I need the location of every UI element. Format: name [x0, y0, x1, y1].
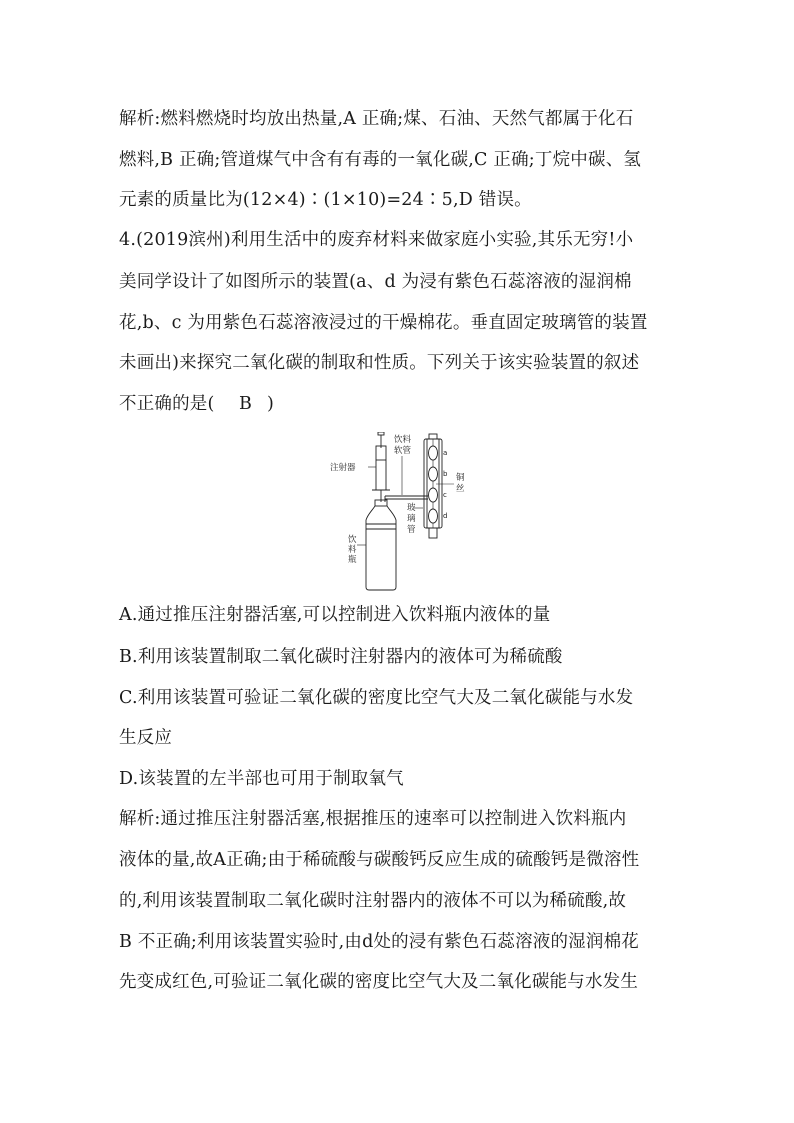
option-d: D.该装置的左半部也可用于制取氧气: [119, 769, 404, 789]
cotton-a: [429, 446, 438, 460]
question-line-3: 花,b、c 为用紫色石蕊溶液浸过的干燥棉花。垂直固定玻璃管的装置: [119, 313, 648, 333]
analysis2-line-4: B 不正确;利用该装置实验时,由d处的浸有紫色石蕊溶液的湿润棉花: [119, 932, 639, 952]
cotton-c: [429, 488, 438, 502]
option-b: B.利用该装置制取二氧化碳时注射器内的液体可为稀硫酸: [119, 647, 563, 667]
option-c-line-1: C.利用该装置可验证二氧化碳的密度比空气大及二氧化碳能与水发: [119, 688, 634, 708]
mark-d: d: [443, 512, 448, 520]
drink-bottle: [366, 500, 396, 590]
apparatus-diagram: [330, 432, 468, 592]
analysis-line-2: 燃料,B 正确;管道煤气中含有有毒的一氧化碳,C 正确;丁烷中碳、氢: [119, 150, 642, 170]
question-line-1: 4.(2019滨州)利用生活中的废弃材料来做家庭小实验,其乐无穷!小: [119, 230, 634, 250]
tube-label-2: 软管: [394, 446, 412, 456]
analysis2-line-2: 液体的量,故A正确;由于稀硫酸与碳酸钙反应生成的硫酸钙是微溶性: [119, 850, 640, 870]
cotton-b: [429, 467, 438, 481]
glass-label-3: 管: [407, 525, 416, 535]
syringe-label: 注射器: [330, 463, 356, 473]
analysis-line-1: 解析:燃料燃烧时均放出热量,A 正确;煤、石油、天然气都属于化石: [119, 109, 634, 129]
question-stem-end: 不正确的是(: [119, 394, 215, 414]
option-a: A.通过推压注射器活塞,可以控制进入饮料瓶内液体的量: [119, 605, 551, 625]
cotton-d: [429, 509, 438, 523]
bottle-label-3: 瓶: [348, 555, 357, 565]
option-c-line-2: 生反应: [119, 728, 173, 748]
question-line-4: 未画出)来探究二氧化碳的制取和性质。下列关于该实验装置的叙述: [119, 353, 640, 373]
mark-c: c: [443, 491, 447, 499]
answer-choice: B: [239, 394, 252, 414]
answer-close-paren: ): [267, 394, 274, 414]
tube-label-1: 饮料: [394, 435, 412, 445]
soft-tube: [385, 496, 428, 502]
wire-label-1: 铜: [456, 473, 465, 483]
analysis2-line-3: 的,利用该装置制取二氧化碳时注射器内的液体不可以为稀硫酸,故: [119, 891, 627, 911]
wire-label-2: 丝: [456, 484, 465, 494]
analysis2-line-5: 先变成红色,可验证二氧化碳的密度比空气大及二氧化碳能与水发生: [119, 972, 639, 992]
analysis2-line-1: 解析:通过推压注射器活塞,根据推压的速率可以控制进入饮料瓶内: [119, 809, 627, 829]
bottle-label-2: 料: [348, 545, 357, 555]
bottle-label-1: 饮: [348, 535, 357, 545]
analysis-line-3: 元素的质量比为(12×4)∶(1×10)=24∶5,D 错误。: [119, 190, 532, 210]
glass-label-2: 璃: [407, 514, 416, 524]
mark-a: a: [443, 449, 448, 457]
question-line-2: 美同学设计了如图所示的装置(a、d 为浸有紫色石蕊溶液的湿润棉: [119, 272, 632, 292]
mark-b: b: [443, 470, 448, 478]
glass-label-1: 玻: [407, 503, 416, 513]
